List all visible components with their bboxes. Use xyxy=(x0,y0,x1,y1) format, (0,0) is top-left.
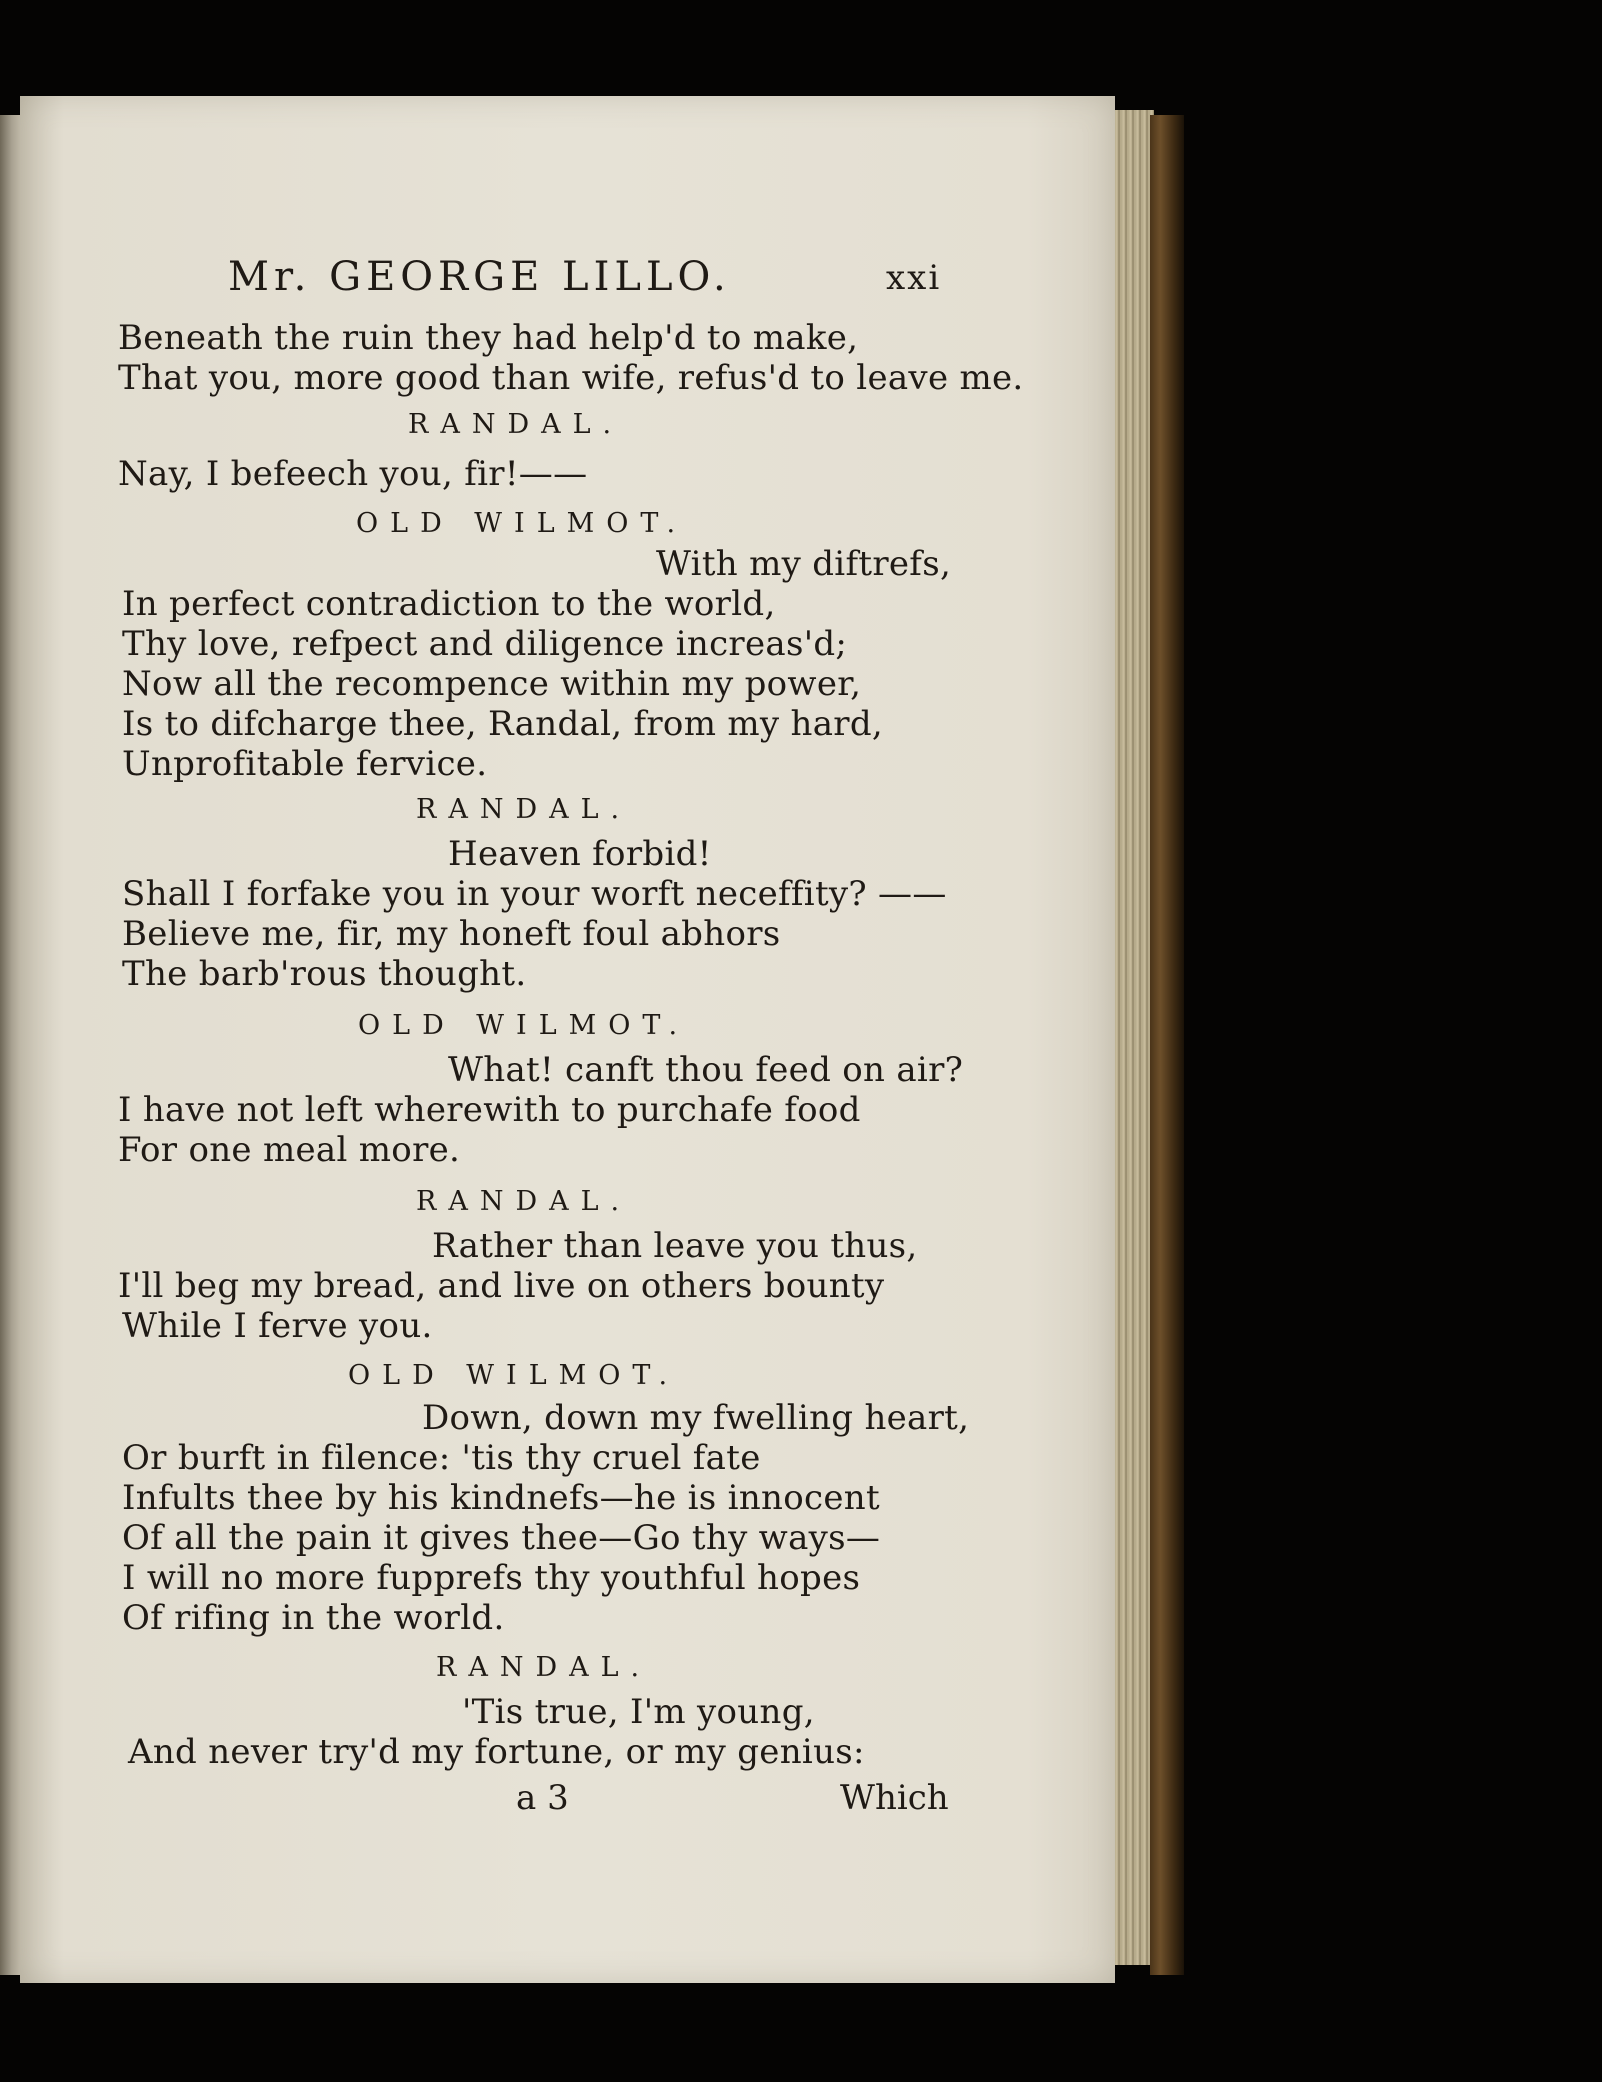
speaker-name: OLD WILMOT. xyxy=(348,1360,680,1391)
verse-line: Now all the recompence within my power, xyxy=(122,664,862,704)
verse-line: Beneath the ruin they had help'd to make, xyxy=(118,318,859,358)
speaker-name: RANDAL. xyxy=(408,409,624,440)
verse-line: For one meal more. xyxy=(118,1130,461,1170)
verse-line: Unprofitable fervice. xyxy=(122,744,488,784)
verse-line: What! canft thou feed on air? xyxy=(448,1050,964,1090)
verse-line: Shall I forfake you in your worft neceffity? —— xyxy=(122,874,947,914)
verse-line: Nay, I befeech you, fir!—— xyxy=(118,454,588,494)
verse-line: Down, down my fwelling heart, xyxy=(422,1398,970,1438)
signature-mark: a 3 xyxy=(516,1778,569,1818)
verse-line: Of all the pain it gives thee—Go thy ways— xyxy=(122,1518,881,1558)
speaker-name: OLD WILMOT. xyxy=(356,508,688,539)
verse-line: 'Tis true, I'm young, xyxy=(462,1692,815,1732)
verse-line: Believe me, fir, my honeft foul abhors xyxy=(122,914,781,954)
verse-line: Or burft in filence: 'tis thy cruel fate xyxy=(122,1438,761,1478)
page-edges xyxy=(1112,110,1154,1965)
verse-line: And never try'd my fortune, or my genius: xyxy=(128,1732,865,1772)
verse-line: That you, more good than wife, refus'd to leave me. xyxy=(118,358,1024,398)
catchword: Which xyxy=(840,1778,949,1818)
verse-line: Rather than leave you thus, xyxy=(432,1226,918,1266)
verse-line: Of rifing in the world. xyxy=(122,1598,505,1638)
speaker-name: RANDAL. xyxy=(416,1186,632,1217)
verse-line: I'll beg my bread, and live on others bounty xyxy=(118,1266,885,1306)
speaker-name: RANDAL. xyxy=(416,794,632,825)
speaker-name: RANDAL. xyxy=(436,1652,652,1683)
verse-line: While I ferve you. xyxy=(122,1306,433,1346)
verse-line: With my diftrefs, xyxy=(656,544,952,584)
running-head: Mr. GEORGE LILLO. xyxy=(228,254,731,300)
speaker-name: OLD WILMOT. xyxy=(358,1010,690,1041)
page-text xyxy=(20,96,1115,1983)
verse-line: I will no more fupprefs thy youthful hopes xyxy=(122,1558,861,1598)
verse-line: Thy love, refpect and diligence increas'd; xyxy=(122,624,848,664)
verse-line: Heaven forbid! xyxy=(448,834,712,874)
verse-line: In perfect contradiction to the world, xyxy=(122,584,776,624)
book-page xyxy=(20,96,1115,1983)
verse-line: The barb'rous thought. xyxy=(122,954,527,994)
book-cover-edge xyxy=(1150,115,1184,1975)
verse-line: Is to difcharge thee, Randal, from my hard, xyxy=(122,704,883,744)
verse-line: I have not left wherewith to purchafe food xyxy=(118,1090,861,1130)
page-number: xxi xyxy=(886,258,942,298)
verse-line: Infults thee by his kindnefs—he is innocent xyxy=(122,1478,880,1518)
